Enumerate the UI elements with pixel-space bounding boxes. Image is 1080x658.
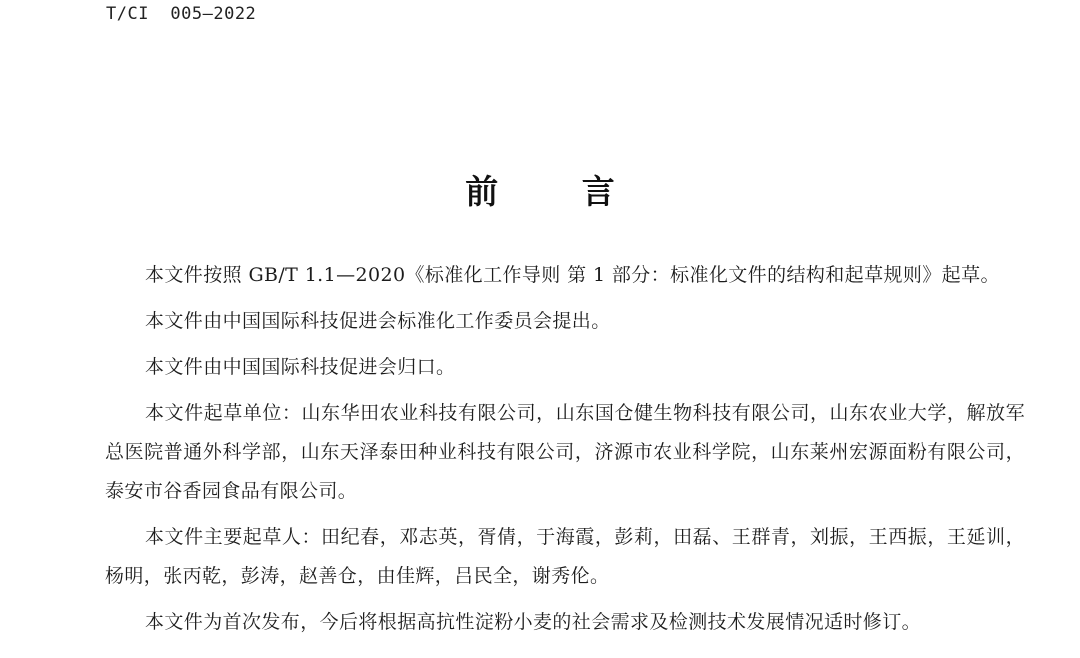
standard-code: T/CI 005—2022: [106, 4, 257, 24]
paragraph-drafting-basis: 本文件按照 GB/T 1.1—2020《标准化工作导则 第 1 部分：标准化文件的结构和起草规则》起草。: [145, 264, 1000, 286]
paragraph-main-drafters: 本文件主要起草人：田纪春，邓志英，胥倩，于海霞，彭莉，田磊、王群青，刘振，王西振，王延训，杨明，张丙乾，彭涛，赵善仓，由佳辉，吕民全，谢秀伦。: [105, 526, 1025, 587]
paragraph-release-note: 本文件为首次发布，今后将根据高抗性淀粉小麦的社会需求及检测技术发展情况适时修订。: [145, 611, 922, 633]
document-body: [105, 256, 1025, 649]
paragraph-drafting-units: 本文件起草单位：山东华田农业科技有限公司，山东国仓健生物科技有限公司，山东农业大学，解放军总医院普通外科学部，山东天泽泰田种业科技有限公司，济源市农业科学院，山东莱州宏源面粉有限公司，泰安市谷香园食品有限公司。: [105, 402, 1025, 502]
paragraph-proposer: 本文件由中国国际科技促进会标准化工作委员会提出。: [145, 310, 611, 332]
page-title: 前 言: [465, 172, 651, 211]
paragraph-centralized-unit: 本文件由中国国际科技促进会归口。: [145, 356, 456, 378]
